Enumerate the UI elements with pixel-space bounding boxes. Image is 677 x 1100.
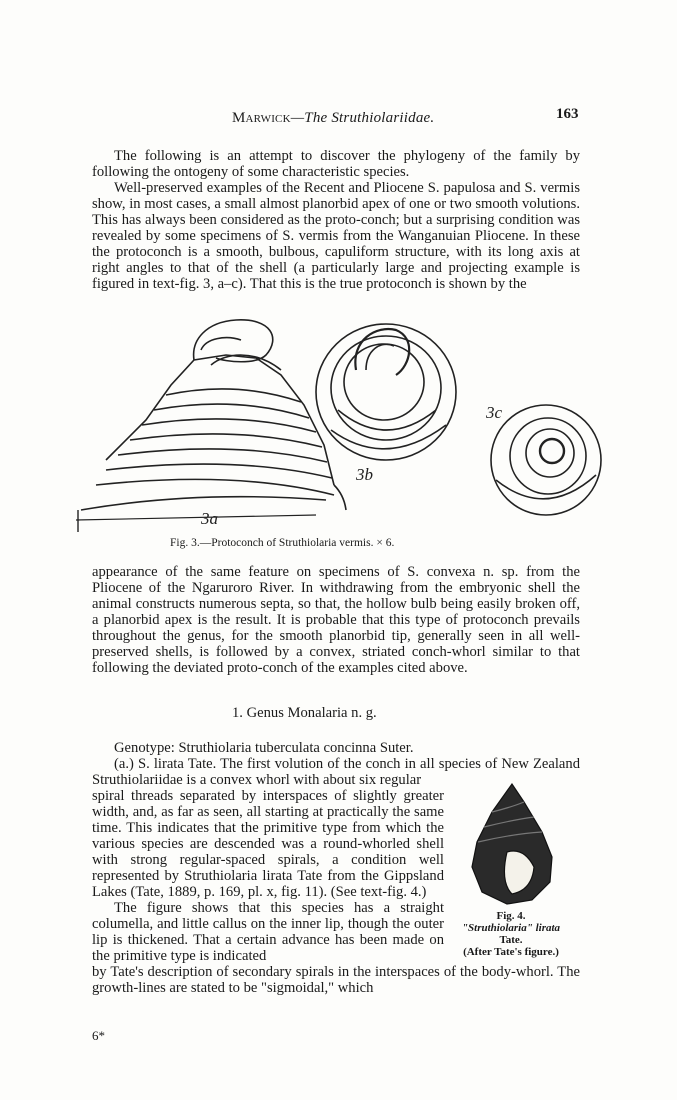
genus-heading: 1. Genus Monalaria n. g. — [232, 705, 377, 721]
fig4-caption-author: Tate. — [499, 934, 523, 946]
figure-3-caption: Fig. 3.—Protoconch of Struthiolaria vermis. × 6. — [170, 537, 395, 549]
figure-4-caption — [436, 910, 586, 958]
fig4-caption-species: "Struthiolaria" lirata — [461, 922, 561, 934]
header-title: —The Struthiolariidae. — [290, 110, 435, 126]
running-header — [0, 106, 677, 130]
intro-paragraphs — [92, 148, 580, 292]
paragraph-convexa: appearance of the same feature on specimens of S. convexa n. sp. from the Pliocene of the Ngaruroro River. In withdrawing from the embryonic shell the animal constructs numerous septa, so that, the hollow bulb being easily broken off, a planorbid apex is the result. It is probable that this type of protoconch prevails throughout the genus, for the smooth planorbid tip, generally seen in all well-preserved shells, is followed by a convex, striated conch-whorl similar to that following the deviated proto-conch of the examples cited above. — [92, 564, 580, 676]
figure-3-protoconch-drawing — [76, 310, 606, 535]
genotype-line: Genotype: Struthiolaria tuberculata concinna Suter. — [114, 740, 414, 756]
paragraph-lirata-intro: (a.) S. lirata Tate. The first volution of the conch in all species of New Zealand Struthiolariidae is a convex whorl with about six regular — [92, 756, 580, 788]
paragraph-secondary-spirals: by Tate's description of secondary spirals in the interspaces of the body-whorl. The growth-lines are stated to be "sigmoidal," which — [92, 964, 580, 996]
paragraph-columella: The figure shows that this species has a straight columella, and little callus on the inner lip, though the outer lip is thickened. That a certain advance has been made on the primitive type is indicated — [92, 900, 444, 964]
signature-mark: 6* — [92, 1028, 105, 1043]
fig4-caption-number: Fig. 4. — [496, 910, 526, 922]
paragraph-phylogeny: The following is an attempt to discover the phylogeny of the family by following the ontogeny of some characteristic species. — [92, 148, 580, 180]
fig3-label-b: 3b — [356, 465, 373, 484]
figure-4-shell-drawing — [462, 782, 562, 906]
fig4-caption-source: (After Tate's figure.) — [463, 946, 559, 958]
fig3-label-a: 3a — [201, 509, 218, 528]
paragraph-protoconch: Well-preserved examples of the Recent and Pliocene S. papulosa and S. vermis show, in most cases, a small almost planorbid apex of one or two smooth volutions. This has always been considered as the proto-conch; but a surprising condition was revealed by some specimens of S. vermis from the Wanganuian Pliocene. In these the protoconch is a smooth, bulbous, capuliform structure, with its long axis at right angles to that of the shell (a particularly large and projecting example is figured in text-fig. 3, a–c). That this is the true protoconch is shown by the — [92, 180, 580, 292]
fig3-label-c: 3c — [486, 403, 503, 422]
header-author: Marwick — [232, 110, 291, 126]
paragraph-lirata: spiral threads separated by interspaces of slightly greater width, and, as far as seen, all starting at practically the same time. This indicates that the primitive type from which the various species are descended was a round-whorled shell with strong regular-spaced spirals, a condition well represented by Struthiolaria lirata Tate from the Gippsland Lakes (Tate, 1889, p. 169, pl. x, fig. 11). (See text-fig. 4.) — [92, 788, 444, 900]
page-number: 163 — [556, 106, 579, 122]
